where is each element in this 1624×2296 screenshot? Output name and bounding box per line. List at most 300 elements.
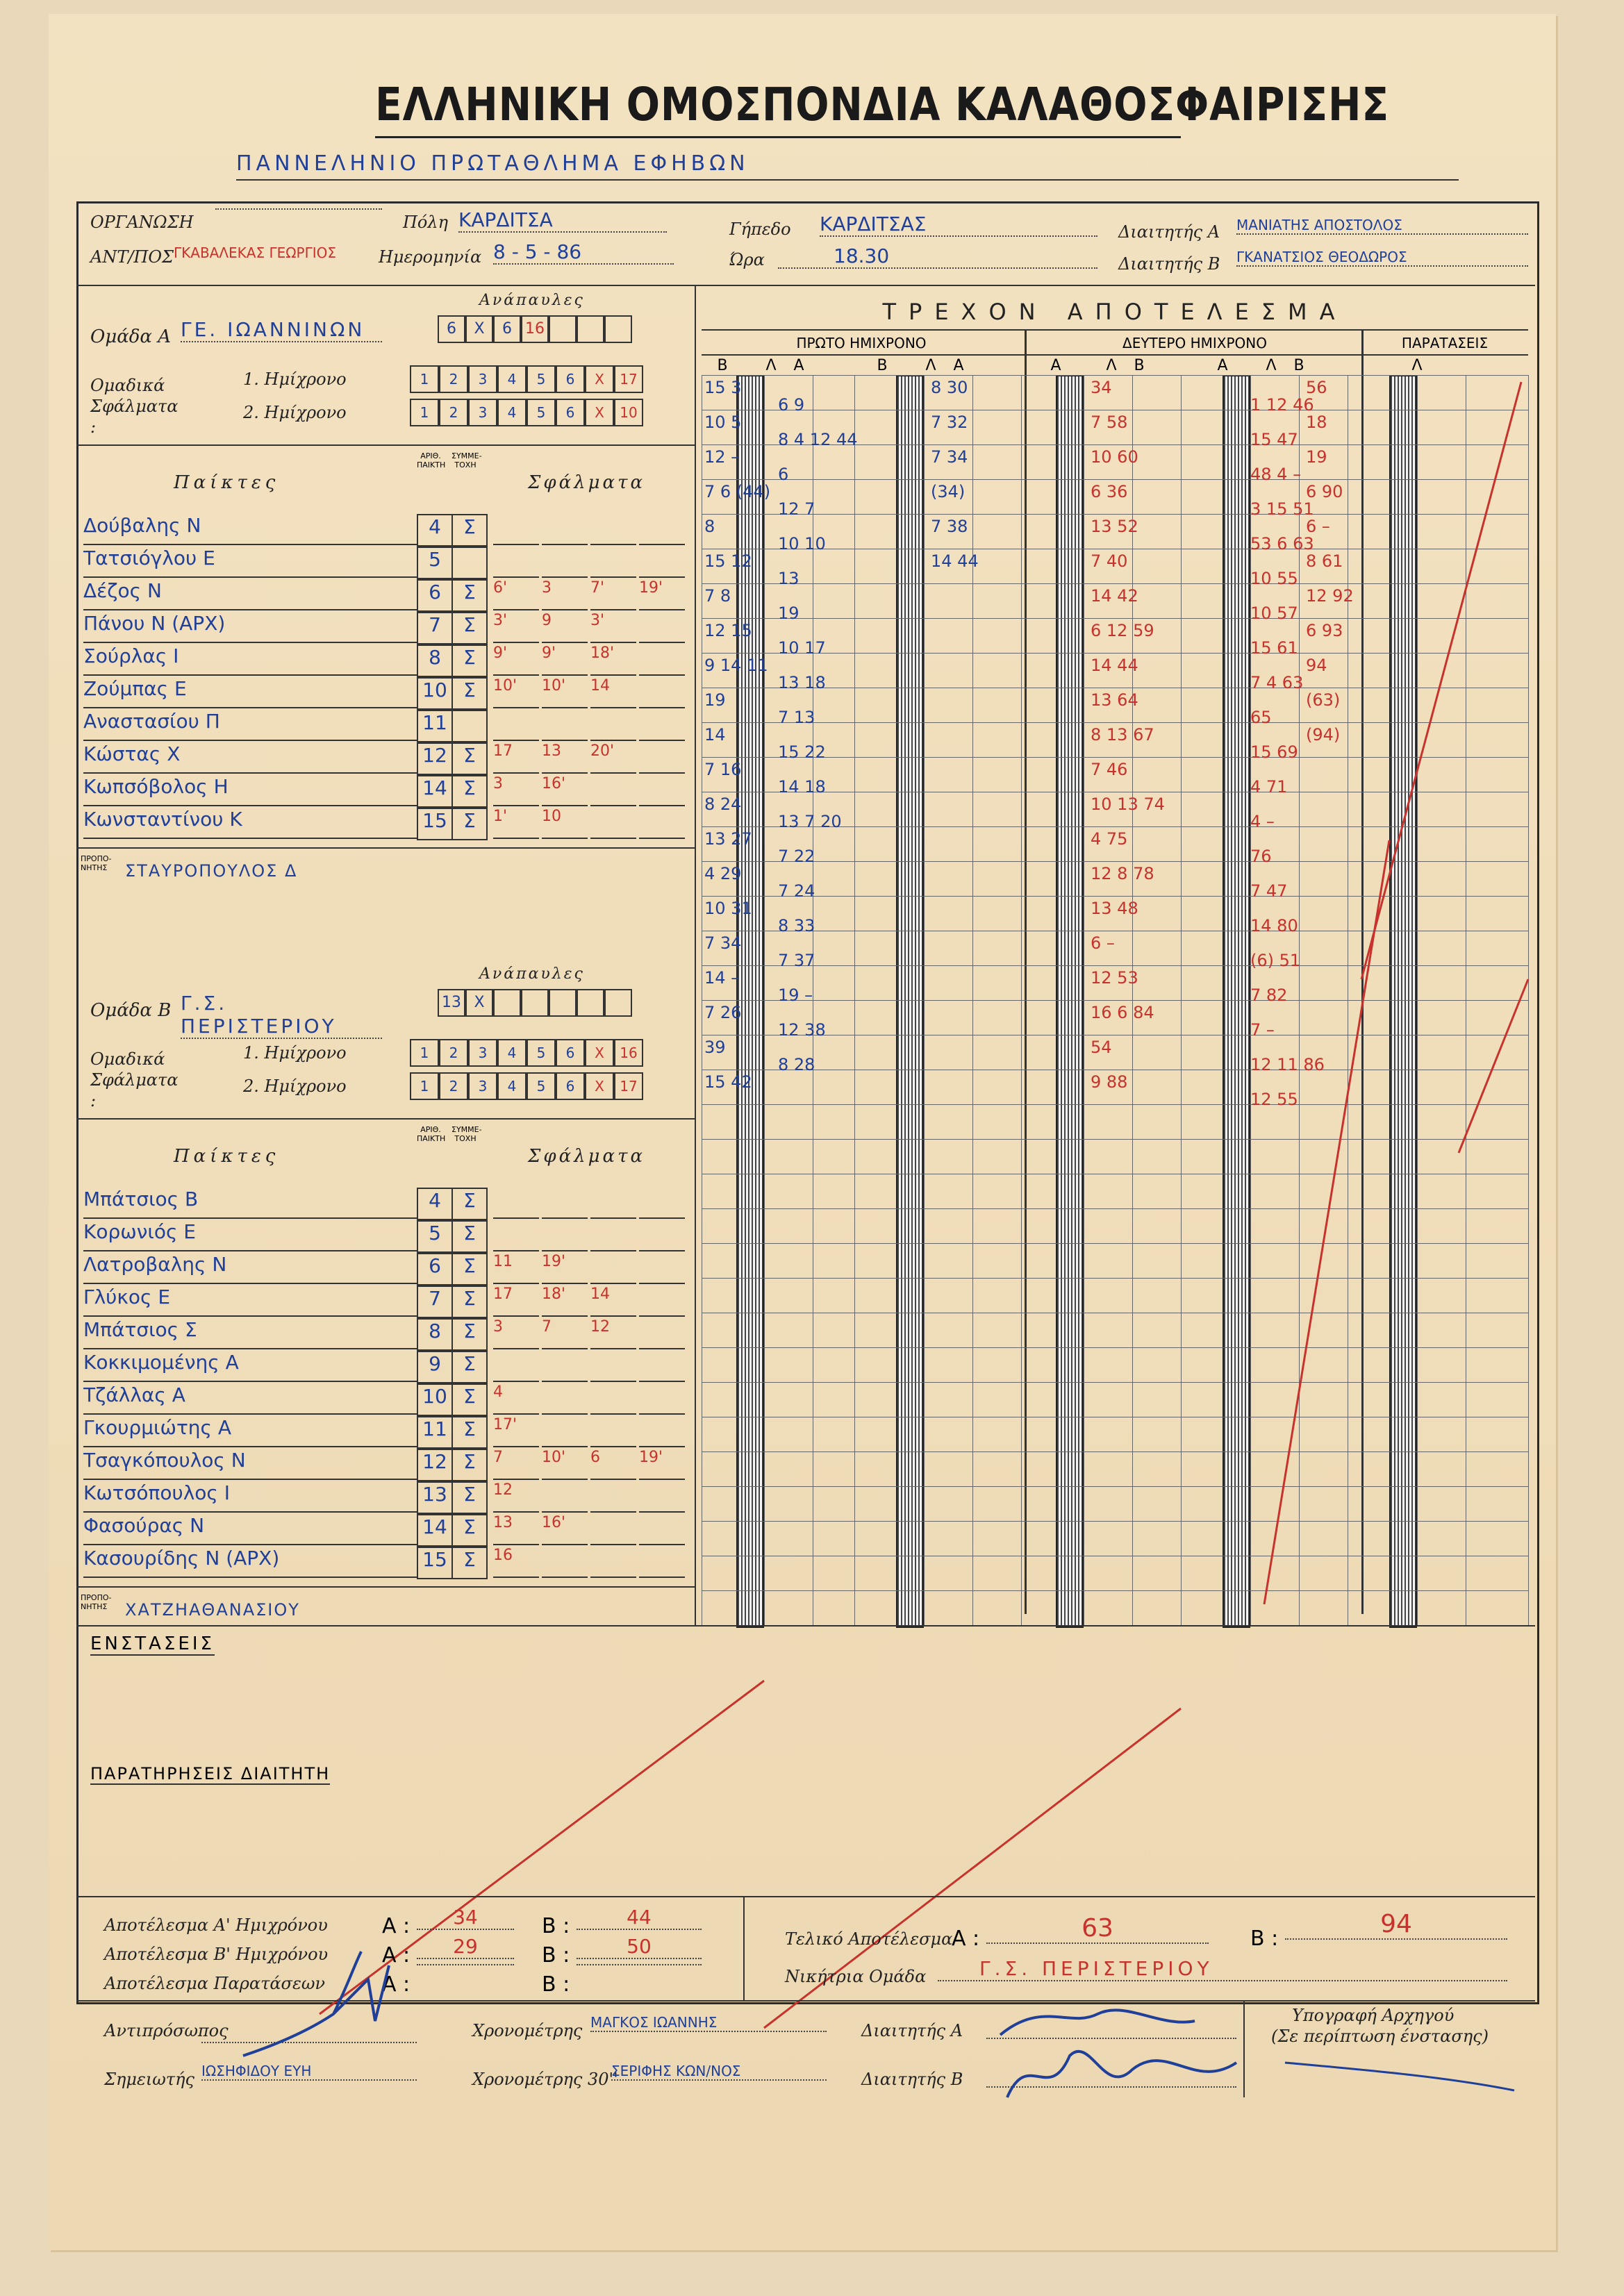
player-foul [542,710,588,741]
rs-col-header: A [1050,357,1061,374]
rs-entry: 94 [1306,656,1327,675]
coach-name: ΣΤΑΥΡΟΠΟΥΛΟΣ Δ [125,861,298,881]
rs-entry: 19 – [778,985,813,1005]
player-foul [639,1188,685,1219]
final-result-label: Τελικό Αποτέλεσμα [785,1929,953,1949]
first-half-a: 34 [417,1906,514,1930]
coach-name: ΧΑΤΖΗΑΘΑΝΑΣΙΟΥ [125,1600,300,1620]
rs-entry: 10 13 74 [1091,795,1165,814]
player-name: Γκουρμιώτης Α [83,1416,417,1447]
result1-b-label: B : [542,1914,570,1938]
team-foul-box-h2: 6 [556,1072,585,1100]
player-foul [493,514,539,545]
player-foul [590,710,636,741]
scorer-label: Σημειωτής [104,2070,194,2089]
team-foul-box-h2: X [585,399,614,426]
team-foul-box-h1: 1 [410,365,439,393]
player-foul [639,1351,685,1382]
player-foul: 3 [493,775,539,806]
rs-entry: 10 10 [778,534,826,554]
player-foul [639,710,685,741]
rs-entry: 7 38 [931,517,968,536]
team-foul-box-h2: 5 [527,1072,556,1100]
timekeeper-label: Χρονομέτρης [472,2021,583,2040]
player-participation: Σ [451,1286,488,1318]
timeout-box [549,989,577,1017]
player-foul: 12 [493,1481,539,1513]
team-foul-box-h1: 4 [497,1039,527,1067]
timeout-box: X [465,315,493,343]
player-foul [493,547,539,578]
organizer-value [215,208,382,210]
player-foul: 18' [590,644,636,676]
player-foul [639,1383,685,1415]
date-value: 8 - 5 - 86 [493,240,674,265]
player-name: Τζάλλας Α [83,1383,417,1415]
coach-line [76,1586,695,1588]
player-foul [639,612,685,643]
player-foul: 11 [493,1253,539,1284]
player-foul [590,775,636,806]
player-foul: 17' [493,1416,539,1447]
player-foul: 9' [542,644,588,676]
rs-col-header: B [1134,357,1145,374]
rs-entry: 13 48 [1091,899,1138,918]
player-number: 10 [417,1383,453,1416]
running-score-title: ΤΡΕΧΟΝ ΑΠΟΤΕΛΕΣΜΑ [882,299,1348,325]
coach-line [76,847,695,849]
player-participation: Σ [451,677,488,710]
rs-entry: 1 12 46 [1250,395,1314,415]
player-number: 8 [417,644,453,677]
team-foul-box-h1: 5 [527,365,556,393]
team-foul-box-h1: 3 [468,1039,497,1067]
player-participation: Σ [451,1481,488,1514]
rs-entry: 8 4 12 44 [778,430,858,449]
rs-col-header: Λ [1266,357,1277,374]
timeout-box [604,315,632,343]
player-participation: Σ [451,1220,488,1253]
player-number: 4 [417,514,453,547]
player-foul: 7 [493,1449,539,1480]
rs-entry: 8 24 [704,795,742,814]
player-name: Δέζος Ν [83,579,417,610]
team-foul-box-h2: 6 [556,399,585,426]
rs-col-header: Λ [1411,357,1423,374]
team-foul-box-h1: X [585,365,614,393]
player-participation [451,710,488,742]
player-foul: 7 [542,1318,588,1349]
first-half-b: 44 [577,1906,702,1930]
team-foul-box-h2: 2 [439,399,468,426]
results-mid-divider [743,1896,745,2000]
player-foul [639,808,685,839]
player-participation: Σ [451,1253,488,1286]
winner: Γ.Σ. ΠΕΡΙΣΤΕΡΙΟΥ [938,1957,1507,1981]
rs-entry: 6 – [1091,933,1115,953]
timeouts-label: Ανάπαυλες [479,292,585,309]
rs-entry: 7 82 [1250,985,1288,1005]
referee-b-value: ΓΚΑΝΑΤΣΙΟΣ ΘΕΟΔΩΡΟΣ [1236,249,1528,267]
player-foul: 9' [493,644,539,676]
final-b-label: B : [1250,1927,1279,1951]
num-header: ΑΡΙΘ. ΠΑΙΚΤΗ [417,1125,446,1143]
result2-a-label: A : [382,1943,411,1968]
player-number: 11 [417,1416,453,1449]
player-number: 12 [417,742,453,775]
second-half-b: 50 [577,1935,702,1959]
result2-b-label: B : [542,1943,570,1968]
timeouts-label: Ανάπαυλες [479,965,585,983]
rs-entry: 14 80 [1250,916,1298,935]
captain-signature [1278,2042,1528,2104]
team-fouls-label: Ομαδικά Σφάλματα : [90,376,179,437]
rs-entry: 6 [778,465,789,484]
player-foul [590,1351,636,1382]
rs-entry: 19 [778,604,799,623]
court-label: Γήπεδο [729,219,791,239]
rs-entry: 39 [704,1038,726,1057]
player-number: 11 [417,710,453,742]
team-label: Ομάδα B [90,1000,172,1021]
player-number: 9 [417,1351,453,1383]
player-participation: Σ [451,742,488,775]
player-foul: 10 [542,808,588,839]
player-foul: 3 [542,579,588,610]
overtime-header: ΠΑΡΑΤΑΣΕΙΣ [1401,335,1489,351]
rs-entry: 19 [1306,447,1327,467]
timeout-box: X [465,989,493,1017]
result3-a-label: A : [382,1972,411,1997]
first-half-header: ΠΡΩΤΟ ΗΜΙΧΡΟΝΟ [796,335,927,351]
player-foul [590,514,636,545]
player-foul: 17 [493,1286,539,1317]
team-foul-box-h1: 3 [468,365,497,393]
referee-signatures [986,1993,1250,2111]
rs-entry: 15 69 [1250,742,1298,762]
player-name: Αναστασίου Π [83,710,417,741]
city-label: Πόλη [403,213,448,232]
rs-entry: 13 [778,569,799,588]
rs-entry: 12 11 86 [1250,1055,1325,1074]
player-foul: 19' [542,1253,588,1284]
team-fouls-label: Ομαδικά Σφάλματα : [90,1049,179,1110]
part-header: ΣΥΜΜΕ- ΤΟΧΗ [451,1125,482,1143]
rs-entry: 7 40 [1091,551,1128,571]
player-foul [542,1481,588,1513]
player-foul: 9 [542,612,588,643]
ref-b-sign-label: Διαιτητής B [861,2070,963,2089]
rs-entry: 14 44 [931,551,979,571]
player-participation: Σ [451,1318,488,1351]
date-label: Ημερομηνία [379,247,482,267]
player-participation: Σ [451,579,488,612]
rs-entry: 7 4 63 [1250,673,1304,692]
ref-a-sign-label: Διαιτητής A [861,2021,963,2040]
player-foul [542,1188,588,1219]
rs-entry: 18 [1306,413,1327,432]
player-name: Κορωνιός Ε [83,1220,417,1251]
rs-col-header: Λ [925,357,936,374]
player-number: 15 [417,1547,453,1579]
player-name: Κώστας Χ [83,742,417,774]
player-foul [639,1253,685,1284]
result3-b-label: B : [542,1972,570,1997]
player-participation: Σ [451,775,488,808]
team-foul-box-h2: 3 [468,1072,497,1100]
rs-entry: 4 – [1250,812,1275,831]
rs-entry: 7 34 [704,933,742,953]
rs-entry: 48 4 – [1250,465,1302,484]
player-number: 5 [417,1220,453,1253]
rs-entry: 8 13 67 [1091,725,1154,744]
team-foul-box-h1: 2 [439,365,468,393]
player-foul [639,644,685,676]
team-foul-box-h2: 17 [614,1072,643,1100]
rs-col-header: A [1217,357,1228,374]
referee-a-value: ΜΑΝΙΑΤΗΣ ΑΠΟΣΤΟΛΟΣ [1236,217,1528,235]
rs-entry: 14 – [704,968,740,988]
scorer: ΙΩΣΗΦΙΔΟΥ ΕΥΗ [201,2063,417,2081]
timekeeper30-label: Χρονομέτρης 30'' [472,2070,618,2089]
player-participation [451,547,488,579]
rs-strike-lines [695,285,1535,1625]
second-half-a: 29 [417,1935,514,1959]
second-half-header: ΔΕΥΤΕΡΟ ΗΜΙΧΡΟΝΟ [1122,335,1267,351]
captain-label: Υπογραφή Αρχηγού [1292,2006,1455,2025]
player-foul: 13 [493,1514,539,1545]
team-foul-box-h1: 5 [527,1039,556,1067]
second-half-result-label: Αποτέλεσμα Β' Ημιχρόνου [104,1945,329,1964]
team-foul-box-h2: 10 [614,399,643,426]
player-foul: 14 [590,1286,636,1317]
player-participation: Σ [451,612,488,644]
team-foul-box-h2: 1 [410,1072,439,1100]
player-number: 10 [417,677,453,710]
team-foul-box-h2: 2 [439,1072,468,1100]
rs-entry: 8 61 [1306,551,1343,571]
player-foul [493,710,539,741]
team-foul-box-h1: 16 [614,1039,643,1067]
rs-entry: 10 31 [704,899,752,918]
protests-label: ΕΝΣΤΑΣΕΙΣ [90,1633,215,1654]
rs-entry: 7 22 [778,847,815,866]
player-participation: Σ [451,1351,488,1383]
player-foul [590,1383,636,1415]
rs-entry: 6 36 [1091,482,1128,501]
federation-title: ΕΛΛΗΝΙΚΗ ΟΜΟΣΠΟΝΔΙΑ ΚΑΛΑΘΟΣΦΑΙΡΙΣΗΣ [375,78,1389,131]
rs-entry: 8 30 [931,378,968,397]
player-participation: Σ [451,1514,488,1547]
player-participation: Σ [451,1449,488,1481]
player-foul: 7' [590,579,636,610]
timeout-box [604,989,632,1017]
team-foul-box-h2: 4 [497,1072,527,1100]
player-participation: Σ [451,808,488,840]
fouls-header: Σφάλματα [528,1146,646,1167]
timeout-box [549,315,577,343]
organizer-label: ΟΡΓΑΝΩΣΗ [90,213,194,232]
timeout-box [493,989,521,1017]
player-foul: 12 [590,1318,636,1349]
player-participation: Σ [451,644,488,677]
rs-entry: 4 75 [1091,829,1128,849]
player-foul: 4 [493,1383,539,1415]
rs-entry: 13 7 20 [778,812,842,831]
team-foul-box-h1: 1 [410,1039,439,1067]
player-foul [590,547,636,578]
rs-entry: 9 88 [1091,1072,1128,1092]
rs-entry: 12 – [704,447,740,467]
team-foul-box-h2: 4 [497,399,527,426]
player-name: Κασουρίδης Ν (ΑΡΧ) [83,1547,417,1578]
half1-label: 1. Ημίχρονο [243,369,347,389]
players-header: Παίκτες [174,472,280,493]
rs-col-header: B [717,357,728,374]
player-number: 7 [417,1286,453,1318]
rs-entry: 15 42 [704,1072,752,1092]
rs-entry: 14 44 [1091,656,1138,675]
players-header: Παίκτες [174,1146,280,1167]
team-foul-box-h2: X [585,1072,614,1100]
player-name: Γλύκος Ε [83,1286,417,1317]
player-number: 13 [417,1481,453,1514]
team-foul-box-h1: 6 [556,365,585,393]
player-foul [639,1547,685,1578]
rs-entry: 19 [704,690,726,710]
rs-entry: 15 12 [704,551,752,571]
rs-entry: 15 22 [778,742,826,762]
coach-label: ΠΡΟΠΟ- ΝΗΤΗΣ [81,1593,112,1611]
court-value: ΚΑΡΔΙΤΣΑΣ [820,213,1097,237]
rs-entry: 76 [1250,847,1272,866]
team-foul-box-h1: 2 [439,1039,468,1067]
player-name: Κωνσταντίνου Κ [83,808,417,839]
player-foul [639,775,685,806]
player-foul [639,547,685,578]
rs-entry: 6 90 [1306,482,1343,501]
rs-entry: 6 9 [778,395,805,415]
final-a: 63 [986,1914,1209,1944]
player-foul [639,514,685,545]
time-label: Ώρα [729,250,765,269]
running-score-panel [695,285,1535,1625]
rs-entry: 65 [1250,708,1272,727]
rs-entry: 10 17 [778,638,826,658]
rs-entry: 12 55 [1250,1090,1298,1109]
rs-entry: (94) [1306,725,1341,744]
player-foul [590,808,636,839]
rs-entry: 16 6 84 [1091,1003,1154,1022]
player-foul: 17 [493,742,539,774]
player-name: Μπάτσιος Σ [83,1318,417,1349]
rs-entry: 34 [1091,378,1112,397]
overtime-b [577,1964,702,1965]
rs-entry: 14 18 [778,777,826,797]
rs-entry: 7 46 [1091,760,1128,779]
rs-entry: 12 53 [1091,968,1138,988]
rs-entry: 7 34 [931,447,968,467]
player-number: 14 [417,1514,453,1547]
rs-entry: 14 [704,725,726,744]
player-number: 12 [417,1449,453,1481]
player-foul [493,1188,539,1219]
rs-entry: 7 37 [778,951,815,970]
rs-entry: 6 12 59 [1091,621,1154,640]
player-foul: 18' [542,1286,588,1317]
player-participation: Σ [451,514,488,547]
player-foul: 6 [590,1449,636,1480]
timeout-box: 16 [521,315,549,343]
team-foul-box-h2: 3 [468,399,497,426]
rs-entry: 15 47 [1250,430,1298,449]
rs-entry: 7 32 [931,413,968,432]
rs-entry: 12 92 [1306,586,1354,606]
rs-entry: (63) [1306,690,1341,710]
player-name: Ζούμπας Ε [83,677,417,708]
player-foul [590,1547,636,1578]
rs-entry: 13 18 [778,673,826,692]
timekeeper: ΜΑΓΚΟΣ ΙΩΑΝΝΗΣ [590,2014,827,2032]
half2-label: 2. Ημίχρονο [243,1076,347,1096]
player-number: 8 [417,1318,453,1351]
rs-entry: 8 28 [778,1055,815,1074]
player-number: 7 [417,612,453,644]
team-foul-box-h1: 17 [614,365,643,393]
rs-col-header: Λ [1106,357,1117,374]
rs-entry: 3 15 51 [1250,499,1314,519]
player-name: Λατροβαλης Ν [83,1253,417,1284]
rs-entry: 12 15 [704,621,752,640]
player-foul [493,1351,539,1382]
results-divider [76,1896,1535,1897]
captain-note: (Σε περίπτωση ένστασης) [1271,2027,1489,2046]
timeout-box: 6 [493,315,521,343]
player-foul: 6' [493,579,539,610]
player-foul [590,1514,636,1545]
player-foul [542,1547,588,1578]
rs-entry: 7 16 [704,760,742,779]
team-label: Ομάδα A [90,326,172,347]
protests-divider [76,1625,1535,1627]
rs-col-header: A [953,357,964,374]
referee-notes-label: ΠΑΡΑΤΗΡΗΣΕΙΣ ΔΙΑΙΤΗΤΗ [90,1764,331,1783]
player-name: Πάνου Ν (ΑΡΧ) [83,612,417,643]
timekeeper30: ΣΕΡΙΦΗΣ ΚΩΝ/ΝΟΣ [611,2063,827,2081]
player-foul: 16' [542,1514,588,1545]
rs-entry: 10 5 [704,413,742,432]
player-foul [639,1416,685,1447]
rs-entry: 7 24 [778,881,815,901]
player-foul: 13 [542,742,588,774]
player-foul: 3' [590,612,636,643]
half2-label: 2. Ημίχρονο [243,403,347,422]
rs-entry: 12 7 [778,499,815,519]
player-participation: Σ [451,1547,488,1579]
coach-label: ΠΡΟΠΟ- ΝΗΤΗΣ [81,854,112,872]
player-name: Τσαγκόπουλος Ν [83,1449,417,1480]
player-foul: 16 [493,1547,539,1578]
player-foul: 14 [590,677,636,708]
time-value: 18.30 [778,244,1097,269]
timeout-box: 6 [438,315,465,343]
player-foul [639,1481,685,1513]
player-participation: Σ [451,1188,488,1220]
rs-entry: 6 – [1306,517,1330,536]
rs-entry: 7 26 [704,1003,742,1022]
half1-label: 1. Ημίχρονο [243,1043,347,1063]
final-b: 94 [1285,1910,1507,1940]
